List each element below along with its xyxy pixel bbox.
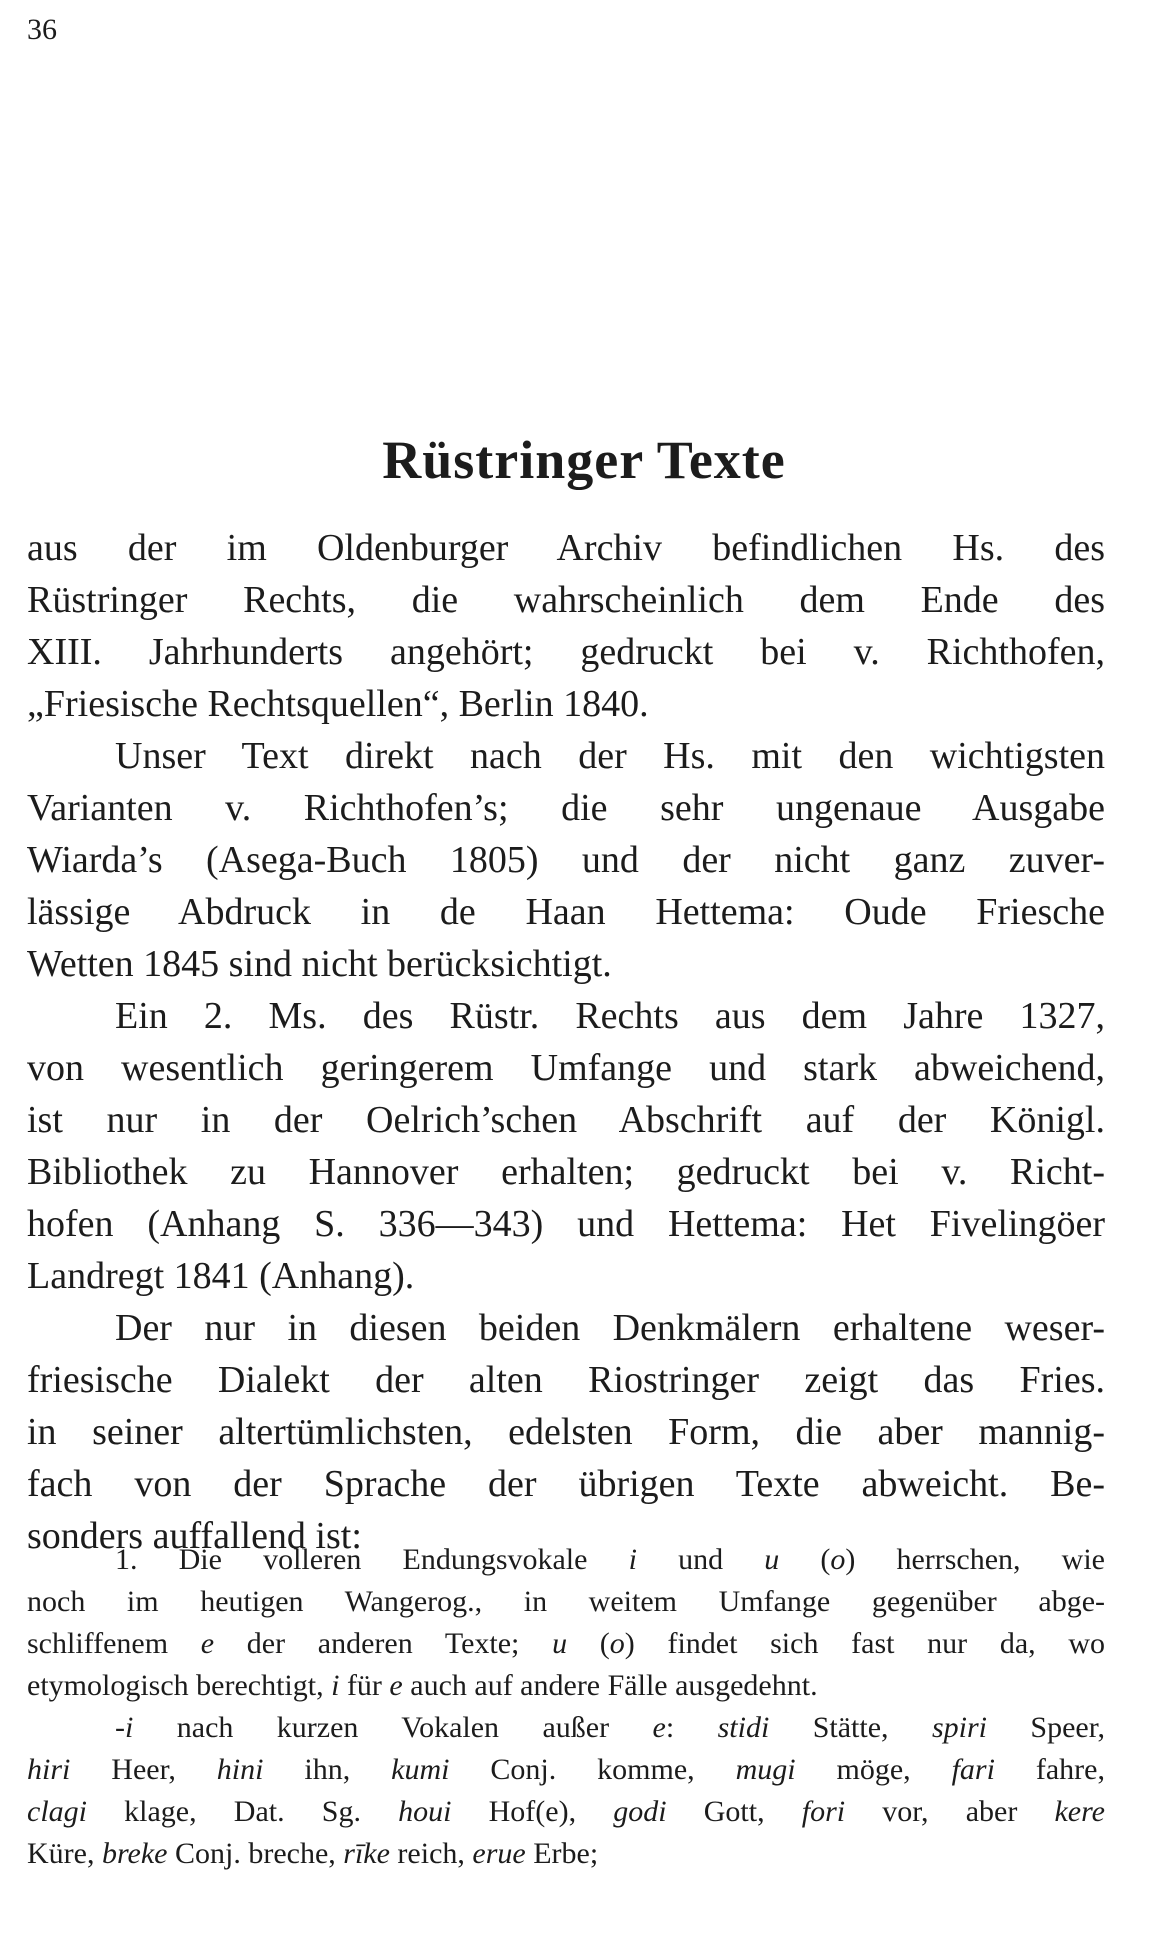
text-line: „Friesische Rechtsquellen“, Berlin 1840.: [27, 683, 649, 725]
text-line: clagi klage, Dat. Sg. houi Hof(e), godi Gott, fori vor, aber kere: [27, 1795, 1105, 1828]
text-line: aus der im Oldenburger Archiv befindlichen Hs. des: [27, 527, 1105, 569]
text-line: ist nur in der Oelrich’schen Abschrift auf der Königl.: [27, 1099, 1105, 1141]
text-line: 1. Die volleren Endungsvokale i und u (o) herrschen, wie: [115, 1543, 1105, 1576]
text-line: -i nach kurzen Vokalen außer e: stidi Stätte, spiri Speer,: [115, 1711, 1105, 1744]
text-line: schliffenem e der anderen Texte; u (o) findet sich fast nur da, wo: [27, 1627, 1105, 1660]
text-line: lässige Abdruck in de Haan Hettema: Oude Friesche: [27, 891, 1105, 933]
page-title: Rüstringer Texte: [382, 430, 786, 490]
text-line: Wiarda’s (Asega-Buch 1805) und der nicht ganz zuver-: [27, 839, 1105, 881]
text-line: Wetten 1845 sind nicht berücksichtigt.: [27, 943, 612, 985]
text-line: in seiner altertümlichsten, edelsten Form, die aber mannig-: [27, 1411, 1105, 1453]
page-number: 36: [27, 13, 57, 46]
text-line: friesische Dialekt der alten Riostringer zeigt das Fries.: [27, 1359, 1105, 1401]
text-line: XIII. Jahrhunderts angehört; gedruckt bei v. Richthofen,: [27, 631, 1105, 673]
text-line: fach von der Sprache der übrigen Texte abweicht. Be-: [27, 1463, 1105, 1505]
text-line: sonders auffallend ist:: [27, 1515, 362, 1557]
text-line: noch im heutigen Wangerog., in weitem Umfange gegenüber abge-: [27, 1585, 1105, 1618]
text-line: Ein 2. Ms. des Rüstr. Rechts aus dem Jahre 1327,: [115, 995, 1105, 1037]
text-line: hofen (Anhang S. 336—343) und Hettema: Het Fivelingöer: [27, 1203, 1105, 1245]
text-line: hiri Heer, hini ihn, kumi Conj. komme, mugi möge, fari fahre,: [27, 1753, 1105, 1786]
text-line: Landregt 1841 (Anhang).: [27, 1255, 415, 1297]
text-line: Rüstringer Rechts, die wahrscheinlich dem Ende des: [27, 579, 1105, 621]
text-line: Varianten v. Richthofen’s; die sehr ungenaue Ausgabe: [27, 787, 1105, 829]
text-line: von wesentlich geringerem Umfange und stark abweichend,: [27, 1047, 1105, 1089]
notes-section: [27, 1539, 1105, 1875]
text-line: Der nur in diesen beiden Denkmälern erhaltene weser-: [115, 1307, 1105, 1349]
text-line: Unser Text direkt nach der Hs. mit den wichtigsten: [115, 735, 1105, 777]
body-text: [27, 522, 1105, 1562]
text-line: Bibliothek zu Hannover erhalten; gedruckt bei v. Richt-: [27, 1151, 1105, 1193]
text-line: Küre, breke Conj. breche, rīke reich, erue Erbe;: [27, 1837, 599, 1870]
text-line: etymologisch berechtigt, i für e auch auf andere Fälle ausgedehnt.: [27, 1669, 818, 1702]
